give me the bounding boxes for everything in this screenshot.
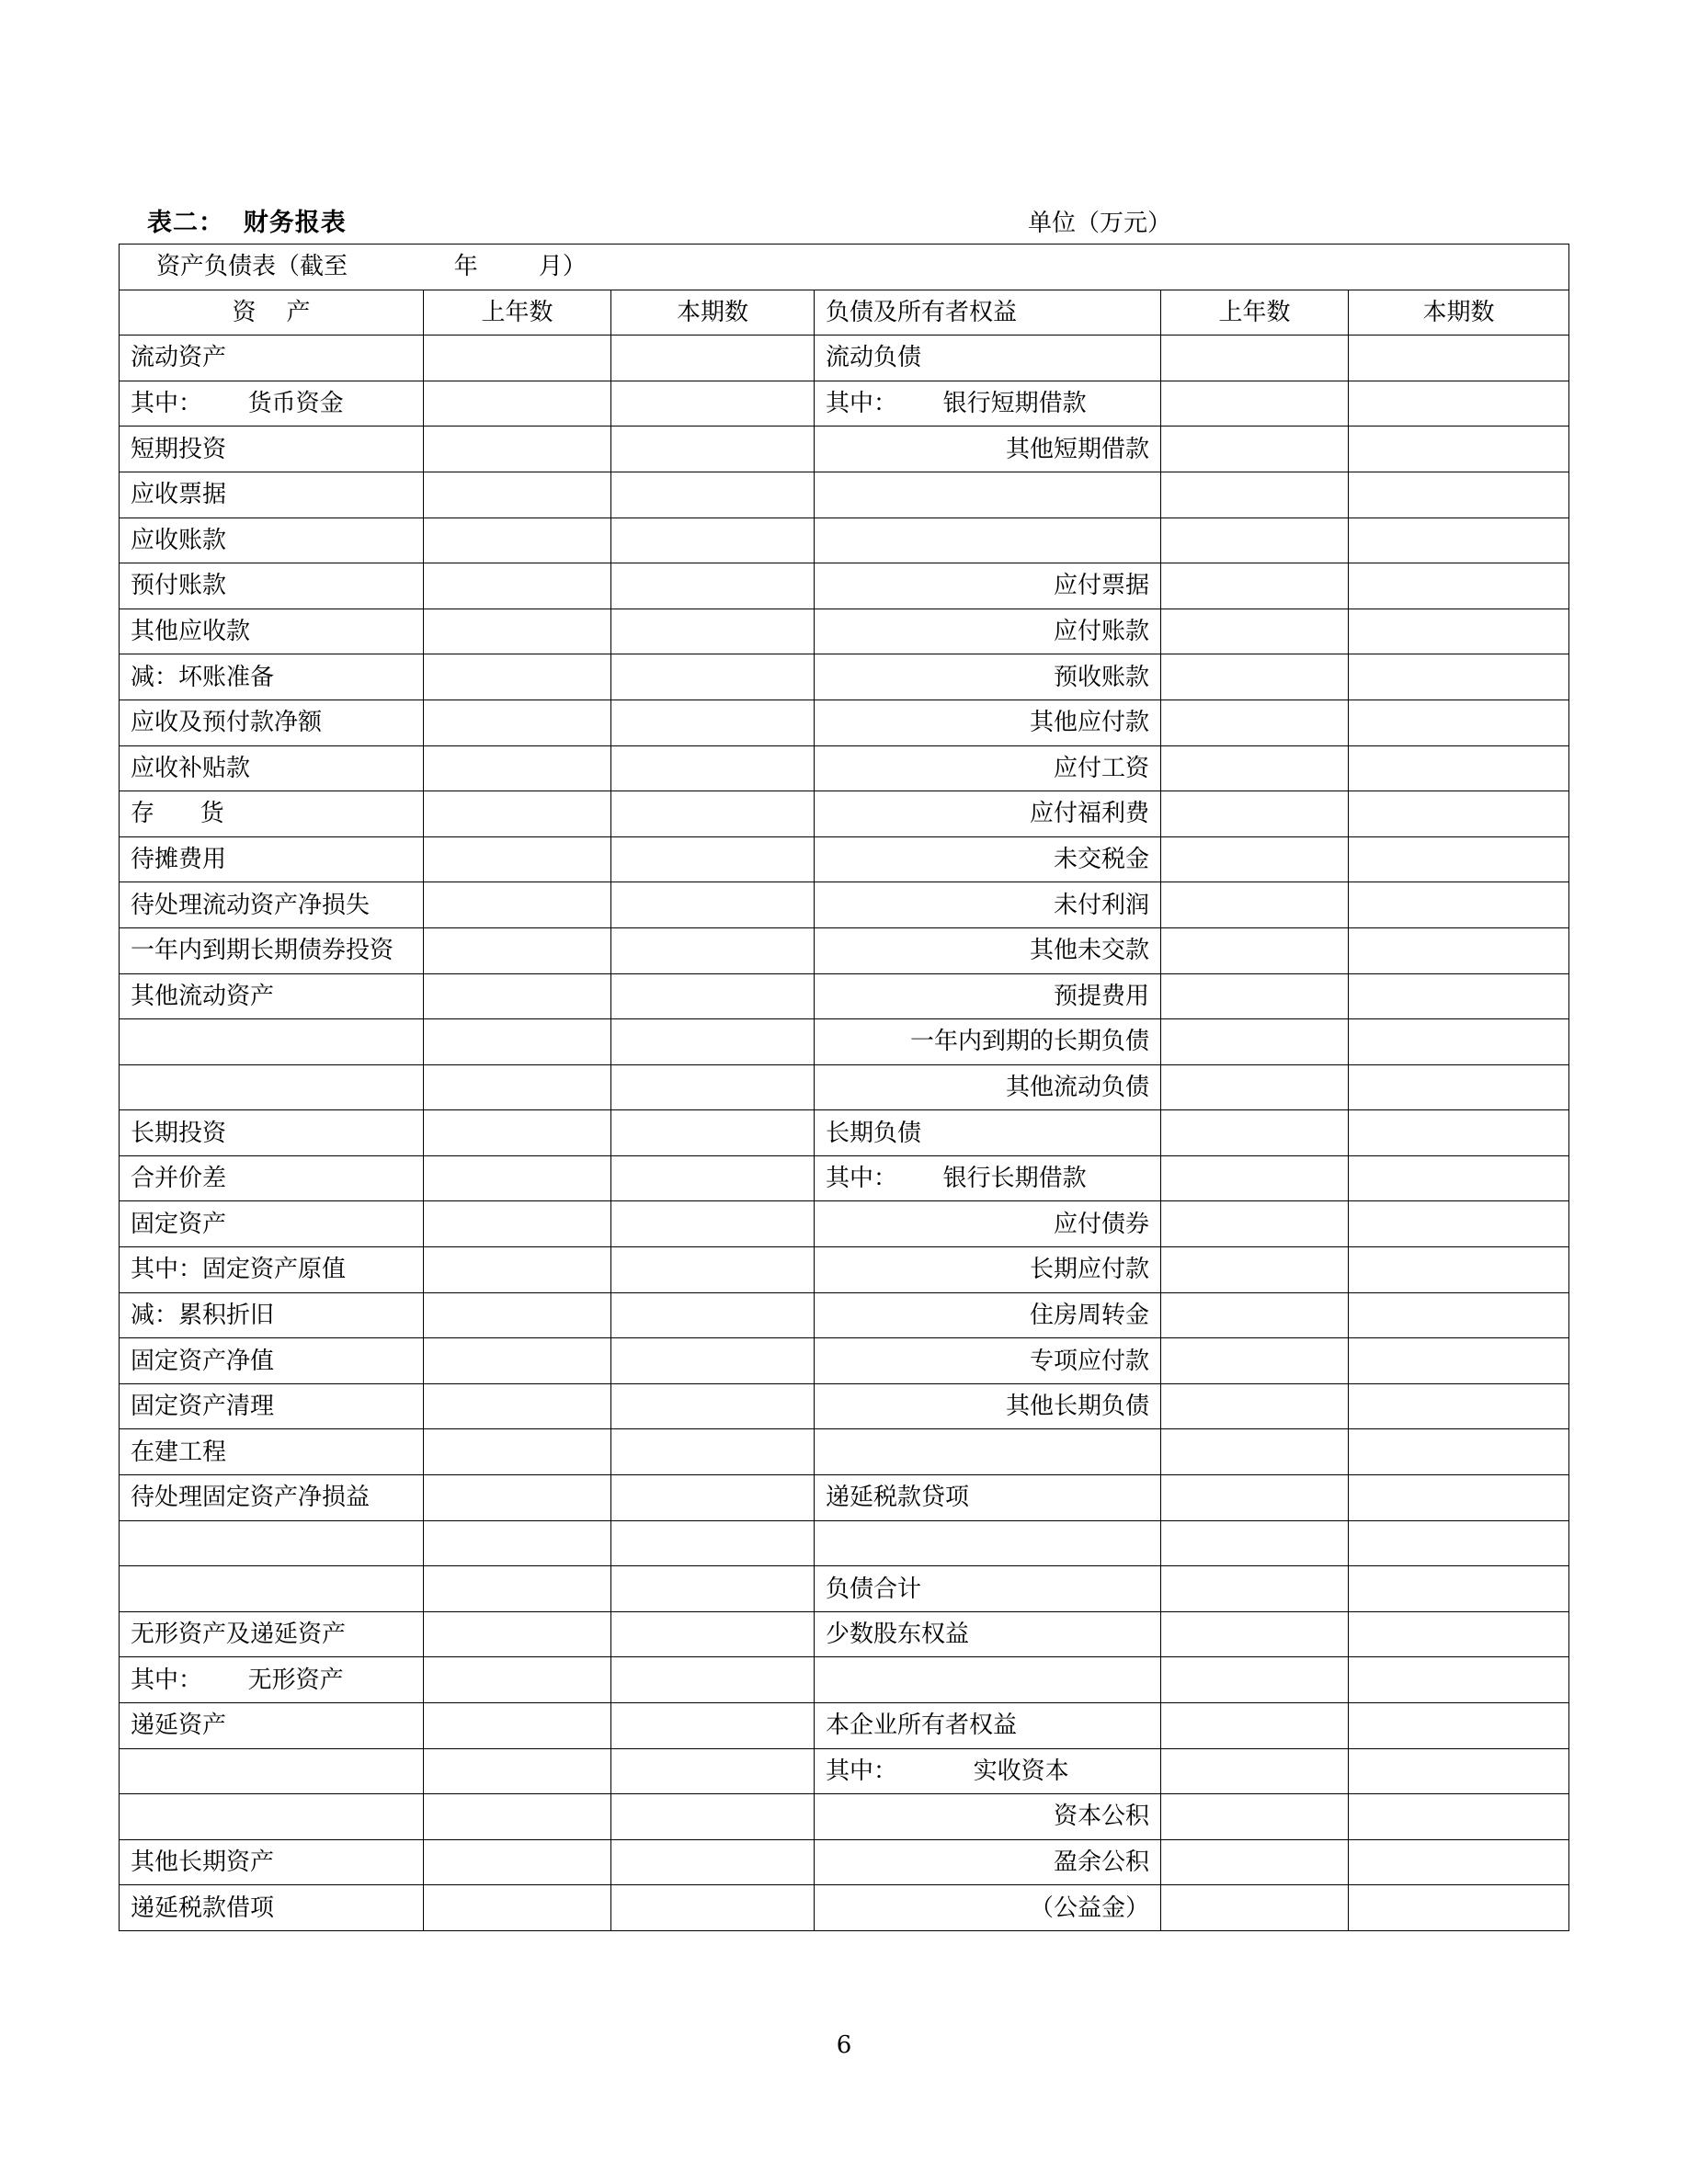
asset-label: 应收票据 <box>120 472 424 518</box>
value-cell[interactable] <box>424 1155 611 1201</box>
table-title-row <box>120 245 1569 290</box>
table-row <box>120 1338 1569 1384</box>
value-cell[interactable] <box>1161 1338 1349 1384</box>
value-cell[interactable] <box>1161 1748 1349 1794</box>
value-cell[interactable] <box>611 836 815 882</box>
asset-label: 减：累积折旧 <box>120 1292 424 1338</box>
asset-label <box>120 1748 424 1794</box>
value-cell[interactable] <box>1161 1611 1349 1657</box>
asset-label: 固定资产 <box>120 1201 424 1247</box>
liability-label: （公益金） <box>815 1885 1161 1931</box>
value-cell[interactable] <box>1349 973 1569 1019</box>
value-cell[interactable] <box>1349 1611 1569 1657</box>
value-cell[interactable] <box>611 1839 815 1885</box>
table-row <box>120 1155 1569 1201</box>
table-row <box>120 609 1569 654</box>
value-cell[interactable] <box>1349 472 1569 518</box>
value-cell[interactable] <box>611 1885 815 1931</box>
liability-label: 少数股东权益 <box>815 1611 1161 1657</box>
table-row <box>120 1566 1569 1612</box>
value-cell[interactable] <box>611 1201 815 1247</box>
asset-label: 一年内到期长期债券投资 <box>120 927 424 973</box>
liability-label <box>815 1429 1161 1475</box>
value-cell[interactable] <box>1161 381 1349 427</box>
value-cell[interactable] <box>1161 700 1349 745</box>
value-cell[interactable] <box>424 1019 611 1065</box>
value-cell[interactable] <box>611 381 815 427</box>
table-row <box>120 882 1569 928</box>
table-row <box>120 1019 1569 1065</box>
value-cell[interactable] <box>1161 836 1349 882</box>
value-cell[interactable] <box>611 336 815 381</box>
value-cell[interactable] <box>1349 927 1569 973</box>
value-cell[interactable] <box>424 1520 611 1566</box>
value-cell[interactable] <box>424 1383 611 1429</box>
value-cell[interactable] <box>611 1748 815 1794</box>
asset-label: 其中： 无形资产 <box>120 1657 424 1703</box>
asset-label <box>120 1064 424 1110</box>
value-cell[interactable] <box>1161 1520 1349 1566</box>
value-cell[interactable] <box>1161 336 1349 381</box>
value-cell[interactable] <box>1349 1794 1569 1840</box>
value-cell[interactable] <box>611 1611 815 1657</box>
table-row <box>120 563 1569 609</box>
asset-label: 待处理固定资产净损益 <box>120 1475 424 1521</box>
value-cell[interactable] <box>1349 1110 1569 1156</box>
value-cell[interactable] <box>424 563 611 609</box>
value-cell[interactable] <box>611 427 815 472</box>
liability-label: 应付债券 <box>815 1201 1161 1247</box>
asset-label: 其中：固定资产原值 <box>120 1247 424 1293</box>
value-cell[interactable] <box>424 654 611 700</box>
value-cell[interactable] <box>611 973 815 1019</box>
liability-label: 专项应付款 <box>815 1338 1161 1384</box>
liability-label: 预提费用 <box>815 973 1161 1019</box>
asset-label: 其中： 货币资金 <box>120 381 424 427</box>
asset-label <box>120 1566 424 1612</box>
value-cell[interactable] <box>1161 1064 1349 1110</box>
asset-label: 递延资产 <box>120 1703 424 1749</box>
liability-label: 本企业所有者权益 <box>815 1703 1161 1749</box>
value-cell[interactable] <box>1349 1657 1569 1703</box>
value-cell[interactable] <box>424 791 611 837</box>
value-cell[interactable] <box>424 1794 611 1840</box>
asset-label: 递延税款借项 <box>120 1885 424 1931</box>
value-cell[interactable] <box>1161 472 1349 518</box>
value-cell[interactable] <box>611 1110 815 1156</box>
value-cell[interactable] <box>611 745 815 791</box>
value-cell[interactable] <box>1349 700 1569 745</box>
value-cell[interactable] <box>1161 1885 1349 1931</box>
value-cell[interactable] <box>424 1748 611 1794</box>
col-header-prev-year: 上年数 <box>1161 290 1349 336</box>
asset-label <box>120 1520 424 1566</box>
value-cell[interactable] <box>1161 1839 1349 1885</box>
table-row <box>120 472 1569 518</box>
table-row <box>120 791 1569 837</box>
value-cell[interactable] <box>1349 1292 1569 1338</box>
liability-label: 预收账款 <box>815 654 1161 700</box>
liability-label: 未交税金 <box>815 836 1161 882</box>
value-cell[interactable] <box>1161 1110 1349 1156</box>
asset-label: 存 货 <box>120 791 424 837</box>
value-cell[interactable] <box>424 1885 611 1931</box>
value-cell[interactable] <box>424 1292 611 1338</box>
asset-label: 流动资产 <box>120 336 424 381</box>
value-cell[interactable] <box>424 1611 611 1657</box>
value-cell[interactable] <box>1161 654 1349 700</box>
section-title: 资产负债表（截至 年 月） <box>120 245 1569 290</box>
table-row <box>120 836 1569 882</box>
liability-label <box>815 518 1161 563</box>
unit-label: 单位（万元） <box>1028 210 1172 237</box>
col-header-assets: 资 产 <box>120 290 424 336</box>
liability-label: 未付利润 <box>815 882 1161 928</box>
value-cell[interactable] <box>424 882 611 928</box>
liability-label: 负债合计 <box>815 1566 1161 1612</box>
value-cell[interactable] <box>1349 1429 1569 1475</box>
value-cell[interactable] <box>1161 1155 1349 1201</box>
liability-label: 一年内到期的长期负债 <box>815 1019 1161 1065</box>
value-cell[interactable] <box>424 1201 611 1247</box>
liability-label: 应付票据 <box>815 563 1161 609</box>
liability-label: 其他长期负债 <box>815 1383 1161 1429</box>
value-cell[interactable] <box>1161 518 1349 563</box>
value-cell[interactable] <box>1161 791 1349 837</box>
liability-label <box>815 1657 1161 1703</box>
value-cell[interactable] <box>611 791 815 837</box>
value-cell[interactable] <box>424 1839 611 1885</box>
table-row <box>120 1611 1569 1657</box>
value-cell[interactable] <box>1161 745 1349 791</box>
value-cell[interactable] <box>1349 1566 1569 1612</box>
asset-label: 其他长期资产 <box>120 1839 424 1885</box>
value-cell[interactable] <box>424 1429 611 1475</box>
liability-label: 应付账款 <box>815 609 1161 654</box>
value-cell[interactable] <box>1349 1064 1569 1110</box>
value-cell[interactable] <box>1161 973 1349 1019</box>
value-cell[interactable] <box>1349 1019 1569 1065</box>
value-cell[interactable] <box>1349 1520 1569 1566</box>
value-cell[interactable] <box>611 1247 815 1293</box>
col-header-current: 本期数 <box>611 290 815 336</box>
value-cell[interactable] <box>1161 1201 1349 1247</box>
value-cell[interactable] <box>1349 1338 1569 1384</box>
value-cell[interactable] <box>1161 563 1349 609</box>
value-cell[interactable] <box>424 836 611 882</box>
value-cell[interactable] <box>1161 1247 1349 1293</box>
value-cell[interactable] <box>1161 1703 1349 1749</box>
value-cell[interactable] <box>424 973 611 1019</box>
value-cell[interactable] <box>424 427 611 472</box>
liability-label: 其他应付款 <box>815 700 1161 745</box>
value-cell[interactable] <box>1161 1292 1349 1338</box>
liability-label: 资本公积 <box>815 1794 1161 1840</box>
value-cell[interactable] <box>1349 882 1569 928</box>
liability-label: 递延税款贷项 <box>815 1475 1161 1521</box>
table-row <box>120 1748 1569 1794</box>
value-cell[interactable] <box>424 1247 611 1293</box>
liability-label: 其中： 实收资本 <box>815 1748 1161 1794</box>
asset-label: 待摊费用 <box>120 836 424 882</box>
asset-label: 固定资产净值 <box>120 1338 424 1384</box>
table-row <box>120 1885 1569 1931</box>
liability-label: 其他未交款 <box>815 927 1161 973</box>
value-cell[interactable] <box>611 1429 815 1475</box>
value-cell[interactable] <box>1349 609 1569 654</box>
page-number: 6 <box>836 2031 852 2059</box>
liability-label: 其他流动负债 <box>815 1064 1161 1110</box>
asset-label: 短期投资 <box>120 427 424 472</box>
asset-label: 应收补贴款 <box>120 745 424 791</box>
value-cell[interactable] <box>1161 1383 1349 1429</box>
value-cell[interactable] <box>611 609 815 654</box>
asset-label <box>120 1019 424 1065</box>
col-header-liabilities: 负债及所有者权益 <box>815 290 1161 336</box>
asset-label: 其他流动资产 <box>120 973 424 1019</box>
value-cell[interactable] <box>424 1338 611 1384</box>
table-row <box>120 1520 1569 1566</box>
value-cell[interactable] <box>1161 1566 1349 1612</box>
value-cell[interactable] <box>1349 745 1569 791</box>
value-cell[interactable] <box>424 1703 611 1749</box>
asset-label: 在建工程 <box>120 1429 424 1475</box>
value-cell[interactable] <box>611 518 815 563</box>
col-header-current: 本期数 <box>1349 290 1569 336</box>
value-cell[interactable] <box>611 1383 815 1429</box>
asset-label: 无形资产及递延资产 <box>120 1611 424 1657</box>
value-cell[interactable] <box>1161 1429 1349 1475</box>
liability-label: 长期应付款 <box>815 1247 1161 1293</box>
value-cell[interactable] <box>424 336 611 381</box>
value-cell[interactable] <box>1161 1019 1349 1065</box>
asset-label: 应收账款 <box>120 518 424 563</box>
table-row <box>120 381 1569 427</box>
asset-label: 待处理流动资产净损失 <box>120 882 424 928</box>
asset-label: 其他应收款 <box>120 609 424 654</box>
value-cell[interactable] <box>611 1794 815 1840</box>
asset-label: 长期投资 <box>120 1110 424 1156</box>
value-cell[interactable] <box>424 1657 611 1703</box>
table-row <box>120 745 1569 791</box>
table-row <box>120 1383 1569 1429</box>
table-row <box>120 1247 1569 1293</box>
liability-label <box>815 1520 1161 1566</box>
value-cell[interactable] <box>611 1064 815 1110</box>
value-cell[interactable] <box>424 700 611 745</box>
value-cell[interactable] <box>1349 1885 1569 1931</box>
table-row <box>120 1201 1569 1247</box>
value-cell[interactable] <box>1349 1383 1569 1429</box>
value-cell[interactable] <box>611 563 815 609</box>
table-row <box>120 427 1569 472</box>
table-row <box>120 1110 1569 1156</box>
table-row <box>120 1839 1569 1885</box>
value-cell[interactable] <box>611 1338 815 1384</box>
value-cell[interactable] <box>1349 427 1569 472</box>
table-row <box>120 927 1569 973</box>
value-cell[interactable] <box>1349 1247 1569 1293</box>
table-row <box>120 1475 1569 1521</box>
value-cell[interactable] <box>424 472 611 518</box>
value-cell[interactable] <box>611 1520 815 1566</box>
balance-sheet-table <box>119 244 1569 1931</box>
value-cell[interactable] <box>424 1475 611 1521</box>
value-cell[interactable] <box>424 381 611 427</box>
liability-label: 盈余公积 <box>815 1839 1161 1885</box>
asset-label: 减：坏账准备 <box>120 654 424 700</box>
value-cell[interactable] <box>611 1475 815 1521</box>
table-row <box>120 1064 1569 1110</box>
value-cell[interactable] <box>611 472 815 518</box>
value-cell[interactable] <box>424 1566 611 1612</box>
value-cell[interactable] <box>611 700 815 745</box>
value-cell[interactable] <box>1161 1657 1349 1703</box>
value-cell[interactable] <box>1349 654 1569 700</box>
value-cell[interactable] <box>1161 882 1349 928</box>
value-cell[interactable] <box>1161 609 1349 654</box>
table-row <box>120 1429 1569 1475</box>
value-cell[interactable] <box>611 1292 815 1338</box>
liability-label: 住房周转金 <box>815 1292 1161 1338</box>
value-cell[interactable] <box>611 1657 815 1703</box>
value-cell[interactable] <box>1349 1155 1569 1201</box>
asset-label: 合并价差 <box>120 1155 424 1201</box>
table-row <box>120 1794 1569 1840</box>
liability-label <box>815 472 1161 518</box>
value-cell[interactable] <box>1349 1748 1569 1794</box>
value-cell[interactable] <box>611 882 815 928</box>
column-header-row <box>120 290 1569 336</box>
page-title: 表二： 财务报表 <box>147 209 347 237</box>
value-cell[interactable] <box>1349 836 1569 882</box>
value-cell[interactable] <box>1349 1201 1569 1247</box>
value-cell[interactable] <box>1161 1794 1349 1840</box>
value-cell[interactable] <box>1161 927 1349 973</box>
asset-label: 应收及预付款净额 <box>120 700 424 745</box>
liability-label: 流动负债 <box>815 336 1161 381</box>
table-row <box>120 1292 1569 1338</box>
table-row <box>120 973 1569 1019</box>
value-cell[interactable] <box>611 1019 815 1065</box>
value-cell[interactable] <box>1349 1839 1569 1885</box>
table-row <box>120 1703 1569 1749</box>
table-row <box>120 1657 1569 1703</box>
liability-label: 其他短期借款 <box>815 427 1161 472</box>
value-cell[interactable] <box>611 1566 815 1612</box>
value-cell[interactable] <box>424 609 611 654</box>
value-cell[interactable] <box>611 654 815 700</box>
liability-label: 应付福利费 <box>815 791 1161 837</box>
liability-label: 其中： 银行短期借款 <box>815 381 1161 427</box>
value-cell[interactable] <box>424 927 611 973</box>
col-header-prev-year: 上年数 <box>424 290 611 336</box>
value-cell[interactable] <box>611 1703 815 1749</box>
asset-label: 固定资产清理 <box>120 1383 424 1429</box>
liability-label: 长期负债 <box>815 1110 1161 1156</box>
value-cell[interactable] <box>1161 427 1349 472</box>
value-cell[interactable] <box>424 745 611 791</box>
value-cell[interactable] <box>1349 1703 1569 1749</box>
value-cell[interactable] <box>611 927 815 973</box>
value-cell[interactable] <box>1349 518 1569 563</box>
table-row <box>120 518 1569 563</box>
value-cell[interactable] <box>424 518 611 563</box>
liability-label: 其中： 银行长期借款 <box>815 1155 1161 1201</box>
liability-label: 应付工资 <box>815 745 1161 791</box>
table-row <box>120 654 1569 700</box>
value-cell[interactable] <box>1161 1475 1349 1521</box>
value-cell[interactable] <box>1349 563 1569 609</box>
table-row <box>120 700 1569 745</box>
value-cell[interactable] <box>1349 381 1569 427</box>
value-cell[interactable] <box>611 1155 815 1201</box>
value-cell[interactable] <box>1349 791 1569 837</box>
value-cell[interactable] <box>424 1110 611 1156</box>
table-row <box>120 336 1569 381</box>
value-cell[interactable] <box>1349 336 1569 381</box>
value-cell[interactable] <box>424 1064 611 1110</box>
value-cell[interactable] <box>1349 1475 1569 1521</box>
asset-label <box>120 1794 424 1840</box>
asset-label: 预付账款 <box>120 563 424 609</box>
